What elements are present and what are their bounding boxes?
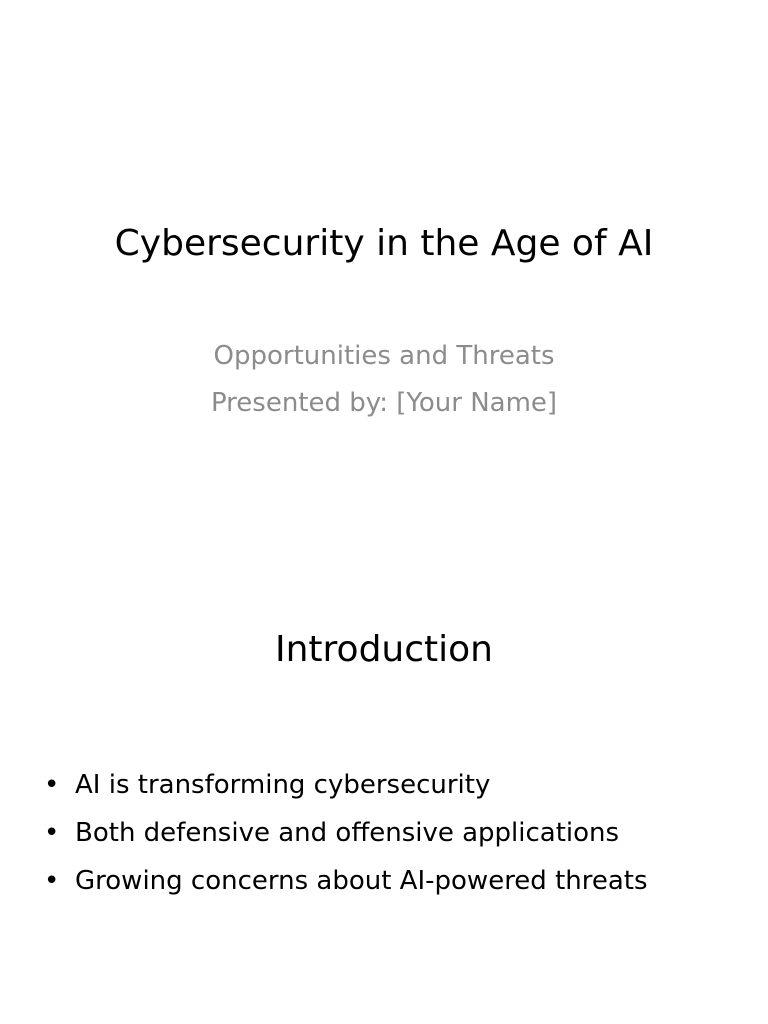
bullet-text: Growing concerns about AI-powered threats [75,866,648,896]
bullet-icon: • [44,866,60,896]
introduction-slide [0,512,768,1024]
bullet-list [44,761,744,905]
subtitle-line-presenter: Presented by: [Your Name] [210,388,558,418]
bullet-item [44,761,744,809]
slide-title: Cybersecurity in the Age of AI [114,223,654,264]
bullet-item [44,857,744,905]
slide-title: Introduction [274,629,493,670]
bullet-item [44,809,744,857]
bullet-icon: • [44,818,60,848]
bullet-text: Both defensive and offensive applications [75,818,620,848]
subtitle-line-topic: Opportunities and Threats [213,341,555,371]
slide-subtitle [0,333,768,427]
bullet-text: AI is transforming cybersecurity [75,770,491,800]
bullet-icon: • [44,770,60,800]
